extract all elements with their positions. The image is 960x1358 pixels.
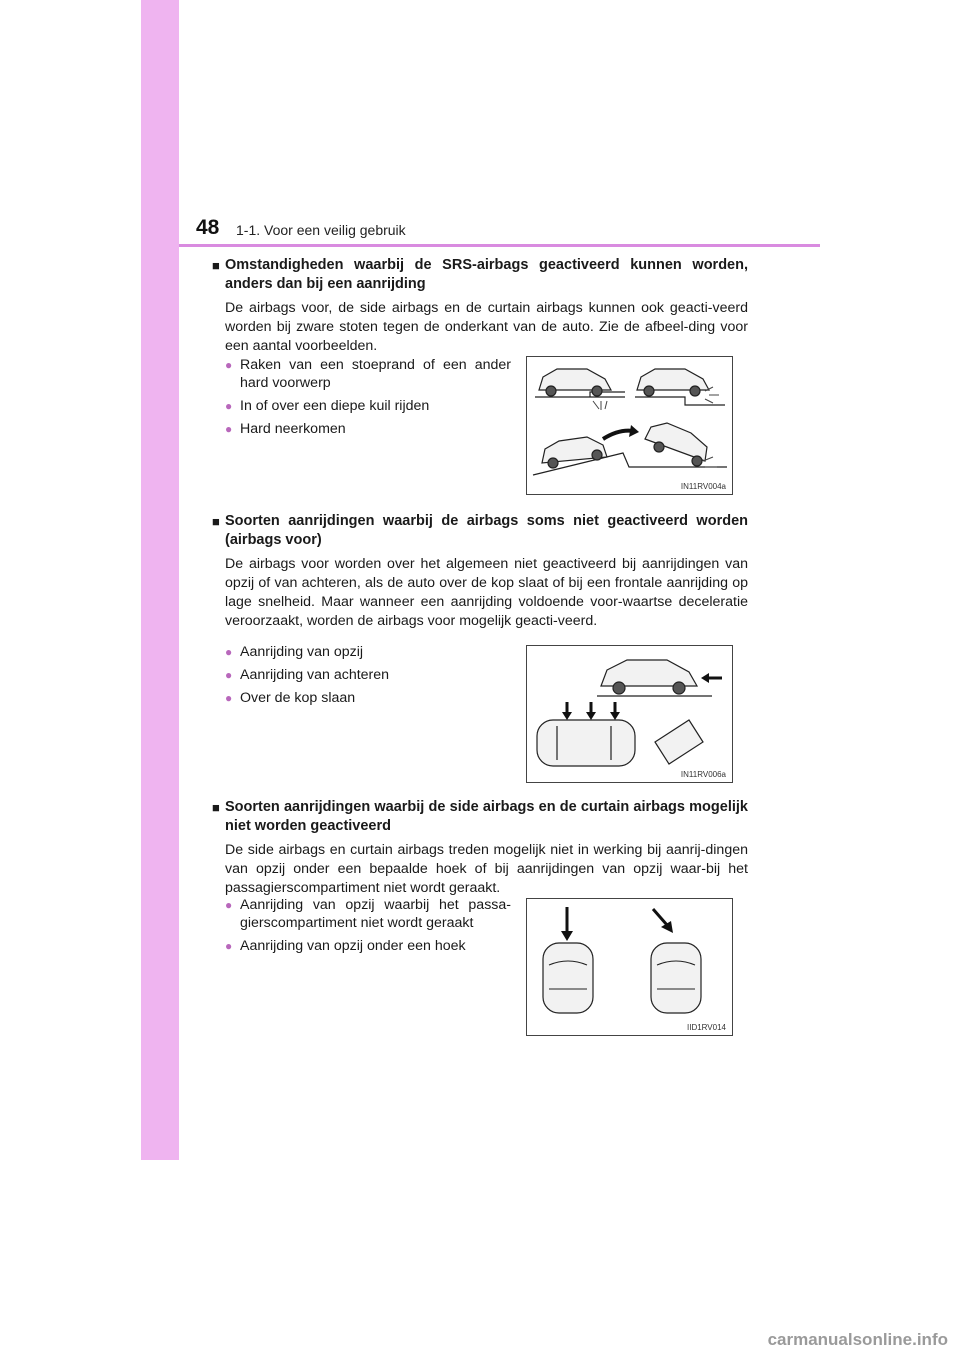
watermark: carmanualsonline.info xyxy=(767,1330,948,1349)
bullet-icon: ● xyxy=(225,422,233,436)
heading-marker-icon: ■ xyxy=(212,800,220,815)
car-top-view-illustration xyxy=(527,899,732,1035)
bullet-list xyxy=(225,643,511,712)
bullet-icon: ● xyxy=(225,399,233,413)
section-heading: ■ Soorten aanrijdingen waarbij de side airbags en de curtain airbags mogelijk niet worden geactiveerd xyxy=(212,799,748,834)
list-item: ● Over de kop slaan xyxy=(225,690,356,706)
figure-code: IID1RV014 xyxy=(687,1023,726,1032)
bullet-icon: ● xyxy=(225,668,233,682)
list-item: ● Raken van een stoeprand of een ander hard voorwerp xyxy=(225,357,511,391)
figure-non-deploy-collisions xyxy=(526,645,733,783)
figure-side-impact-angles xyxy=(526,898,733,1036)
list-item: ● In of over een diepe kuil rijden xyxy=(225,398,430,414)
figure-code: IN11RV006a xyxy=(680,770,726,779)
list-item: ● Aanrijding van opzij onder een hoek xyxy=(225,938,466,954)
list-item: ● Aanrijding van opzij xyxy=(225,644,364,660)
header-divider xyxy=(179,244,820,247)
list-item: ● Aanrijding van achteren xyxy=(225,667,390,683)
section-heading: ■ Omstandigheden waarbij de SRS-airbags geactiveerd kunnen worden, anders dan bij een aanrijding xyxy=(212,257,748,292)
heading-marker-icon: ■ xyxy=(212,514,220,529)
section-front-airbags xyxy=(212,512,748,631)
section-side-curtain-airbags xyxy=(212,798,748,898)
chapter-title: 1-1. Voor een veilig gebruik xyxy=(236,222,406,238)
bullet-icon: ● xyxy=(225,645,233,659)
bullet-icon: ● xyxy=(225,691,233,705)
bullet-list xyxy=(225,896,511,960)
chapter-tab-band xyxy=(141,0,179,1160)
bullet-icon: ● xyxy=(225,358,233,372)
list-item: ● Hard neerkomen xyxy=(225,421,346,437)
bullet-icon: ● xyxy=(225,898,233,912)
car-collision-illustration xyxy=(527,646,732,782)
heading-marker-icon: ■ xyxy=(212,258,220,273)
page-number: 48 xyxy=(196,216,220,239)
section-non-collision xyxy=(212,256,748,356)
section-body: De airbags voor, de side airbags en de curtain airbags kunnen ook geacti-veerd worden bij zware stoten tegen de onderkant van de auto. Zie de afbeel-ding voor een aantal voorbeelden. xyxy=(225,300,748,354)
section-heading: ■ Soorten aanrijdingen waarbij de airbags soms niet geactiveerd worden (airbags voor) xyxy=(212,513,748,548)
section-body: De side airbags en curtain airbags treden mogelijk niet in werking bij aanrij-dingen van opzij onder een bepaalde hoek of bij aanrijdingen van opzij waar-bij het passagierscompartiment niet wordt geraakt. xyxy=(225,842,748,896)
figure-code: IN11RV004a xyxy=(680,482,726,491)
list-item: ● Aanrijding van opzij waarbij het passa-gierscompartiment niet wordt geraakt xyxy=(225,897,511,931)
bullet-icon: ● xyxy=(225,939,233,953)
section-body: De airbags voor worden over het algemeen niet geactiveerd bij aanrijdingen van opzij of van achteren, als de auto over de kop slaat of bij een frontale aanrijding op lage snelheid. Maar wanneer een aanrijding voldoende voor-waartse deceleratie veroorzaakt, worden de airbags voor mogelijk geacti-veerd. xyxy=(225,556,748,629)
figure-undercarriage-impacts xyxy=(526,356,733,495)
bullet-list xyxy=(225,356,511,443)
car-impact-illustration xyxy=(527,357,732,494)
